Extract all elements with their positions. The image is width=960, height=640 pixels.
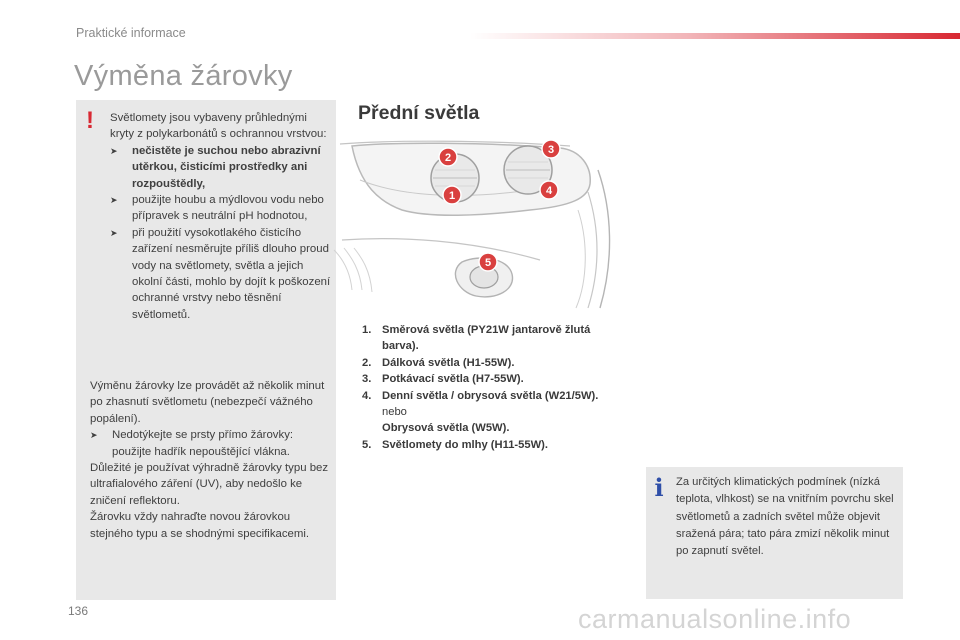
note-paragraph: Žárovku vždy nahraďte novou žárovkou stejného typu a se shodnými specifikacemi. — [90, 511, 310, 540]
arrow-bullet-icon: ➤ — [90, 430, 98, 441]
warning-text — [110, 110, 332, 323]
list-item: ➤ při použití vysokotlakého čisticího zařízení nesměrujte příliš dlouho proud vody na světlomety, světla a jejich okolní části, mohlo by dojít k poškození ochranné vrstvy nebo těsnění světlometů. — [110, 226, 331, 321]
callout-badge-1 — [443, 186, 461, 204]
fender-curve — [598, 170, 610, 308]
section-label: Praktické informace — [76, 26, 186, 40]
or-connector: nebo — [382, 406, 407, 419]
info-icon: i — [654, 473, 664, 502]
page-number: 136 — [68, 604, 89, 618]
callout-badge-3 — [542, 140, 560, 158]
note-paragraph: Důležité je používat výhradně žárovky typu bez ultrafialového záření (UV), aby nedošlo ke zničení reflektoru. — [90, 462, 329, 507]
list-item: 2. Dálková světla (H1-55W). — [362, 356, 515, 369]
fender-curve — [576, 210, 585, 308]
note-list — [90, 427, 332, 460]
exclamation-icon: ! — [86, 107, 94, 134]
callout-badge-5 — [479, 253, 497, 271]
list-item: ➤ Nedotýkejte se prsty přímo žárovky: použijte hadřík nepouštějící vlákna. — [90, 429, 294, 458]
info-text: Za určitých klimatických podmínek (nízká teplota, vlhkost) se na vnitřním povrchu skel světlometů a zadních světel může objevit sražená pára; tato pára zmizí několik minut po zapnutí světel. — [676, 476, 894, 558]
watermark: carmanualsonline.info — [578, 604, 852, 634]
list-item: 3. Potkávací světla (H7-55W). — [362, 373, 524, 386]
header-accent-bar — [470, 33, 960, 39]
bulb-list — [362, 322, 620, 453]
note-text — [90, 378, 332, 542]
callout-label: 5 — [484, 257, 492, 269]
alt-bulb: Obrysová světla (W5W). — [382, 422, 510, 435]
arrow-bullet-icon: ➤ — [110, 195, 118, 206]
list-item: 1. Směrová světla (PY21W jantarově žlutá barva). — [362, 324, 591, 353]
page-title: Výměna žárovky — [74, 60, 293, 92]
bumper-line — [342, 239, 540, 260]
callout-label: 4 — [545, 185, 553, 197]
list-item: ➤ nečistěte je suchou nebo abrazivní utěrkou, čisticími prostředky ani rozpouštědly, — [110, 144, 321, 190]
grille-slats — [334, 248, 372, 292]
warning-intro: Světlomety jsou vybaveny průhlednými kryty z polykarbonátů s ochrannou vrstvou: — [110, 112, 327, 141]
callout-label: 2 — [444, 152, 452, 164]
callout-badge-4 — [540, 181, 558, 199]
fender-curve — [588, 192, 597, 308]
callout-label: 3 — [547, 144, 555, 156]
list-item: 4. Denní světla / obrysová světla (W21/5W). nebo Obrysová světla (W5W). — [362, 388, 620, 437]
callout-badge-2 — [439, 148, 457, 166]
arrow-bullet-icon: ➤ — [110, 145, 118, 156]
headlight-illustration — [330, 140, 620, 310]
front-lights-heading: Přední světla — [358, 102, 480, 124]
warning-list — [110, 143, 332, 323]
note-intro: Výměnu žárovky lze provádět až několik minut po zhasnutí světlometu (nebezpečí vážného popálení). — [90, 380, 325, 425]
list-item: 5. Světlomety do mlhy (H11-55W). — [362, 438, 548, 451]
list-item: ➤ použijte houbu a mýdlovou vodu nebo přípravek s neutrální pH hodnotou, — [110, 194, 324, 223]
callout-label: 1 — [448, 190, 456, 202]
arrow-bullet-icon: ➤ — [110, 227, 118, 238]
